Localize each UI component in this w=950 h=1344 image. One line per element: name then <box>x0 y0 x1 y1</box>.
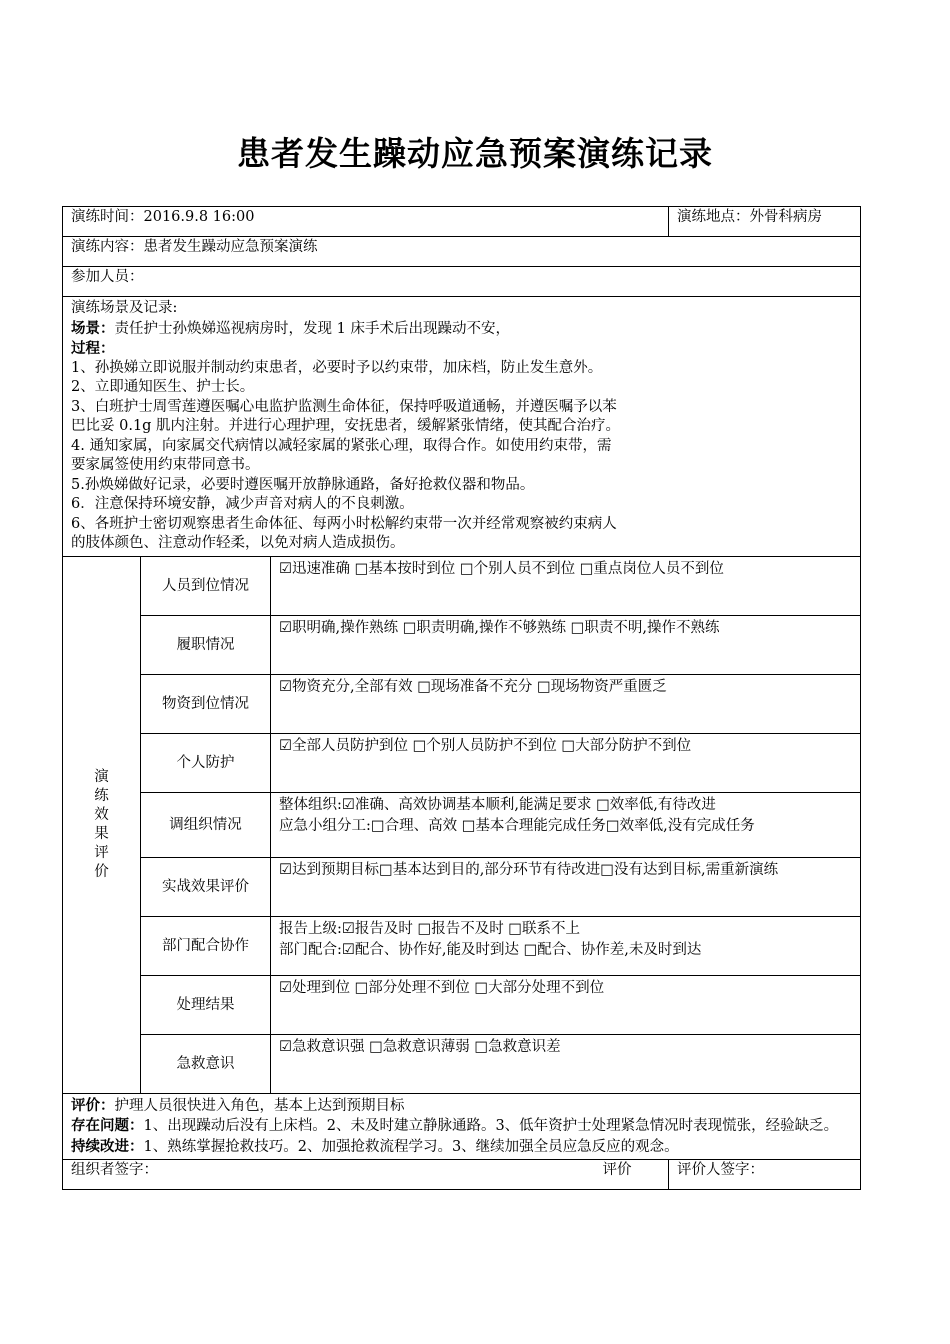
eval-option-line: 应急小组分工:□合理、高效 □基本合理能完成任务□效率低,没有完成任务 <box>279 817 755 834</box>
eval-option-line: ☑急救意识强 □急救意识薄弱 □急救意识差 <box>279 1038 561 1055</box>
eval-label-cell <box>589 1160 669 1190</box>
process-label: 过程： <box>71 340 115 357</box>
process-step: 3、白班护士周雪莲遵医嘱心电监护监测生命体征，保持呼吸道通畅，并遵医嘱予以苯 <box>71 398 617 415</box>
scene-text: 责任护士孙焕娣巡视病房时，发现 1 床手术后出现躁动不安， <box>114 320 510 337</box>
eval-row <box>63 733 861 792</box>
summary-improve-text: 1、熟练掌握抢救技巧。2、加强抢救流程学习。3、继续加强全员应急反应的观念。 <box>143 1138 679 1155</box>
scene-cell <box>63 297 861 557</box>
eval-item-name: 履职情况 <box>141 615 271 674</box>
row-summary <box>63 1093 861 1160</box>
eval-option-line: ☑迅速准确 □基本按时到位 □个别人员不到位 □重点岗位人员不到位 <box>279 560 724 577</box>
drill-location-label: 演练地点： <box>677 209 750 225</box>
participants-cell <box>63 267 861 297</box>
scene-heading: 演练场景及记录: <box>71 300 178 316</box>
eval-option-line: 整体组织:☑准确、高效协调基本顺利,能满足要求 □效率低,有待改进 <box>279 796 716 813</box>
evaluation-side-label <box>63 556 141 1093</box>
drill-content-label: 演练内容： <box>71 239 144 255</box>
eval-option-line: 报告上级:☑报告及时 □报告不及时 □联系不上 <box>279 920 581 937</box>
eval-row <box>63 916 861 975</box>
eval-item-options <box>271 733 861 792</box>
process-step: 巴比妥 0.1g 肌内注射。并进行心理护理，安抚患者，缓解紧张情绪，使其配合治疗。 <box>71 418 621 434</box>
eval-item-options <box>271 674 861 733</box>
drill-time-cell <box>63 207 669 237</box>
process-step: 要家属签使用约束带同意书。 <box>71 457 260 473</box>
eval-row <box>63 975 861 1034</box>
side-char: 价 <box>94 863 109 880</box>
drill-record-table <box>62 206 861 1190</box>
eval-option-line: ☑处理到位 □部分处理不到位 □大部分处理不到位 <box>279 979 605 996</box>
eval-row <box>63 792 861 857</box>
process-step: 1、孙换娣立即说服并制动约束患者，必要时予以约束带，加床档，防止发生意外。 <box>71 359 603 376</box>
summary-improvement <box>71 1137 852 1158</box>
eval-row <box>63 674 861 733</box>
summary-problems-text: 1、出现躁动后没有上床档。2、未及时建立静脉通路。3、低年资护士处理紧急情况时表现慌张，经验缺乏。 <box>143 1118 839 1134</box>
side-char: 评 <box>94 844 109 861</box>
eval-row <box>63 1034 861 1093</box>
footer-eval-label: 评价 <box>602 1162 632 1178</box>
eval-option-line: ☑全部人员防护到位 □个别人员防护不到位 □大部分防护不到位 <box>279 737 692 754</box>
eval-row <box>63 857 861 916</box>
side-char: 果 <box>94 825 109 842</box>
eval-item-options <box>271 556 861 615</box>
eval-item-name: 处理结果 <box>141 975 271 1034</box>
side-char: 演 <box>94 768 109 785</box>
row-scene <box>63 297 861 557</box>
drill-location-value: 外骨科病房 <box>749 209 822 225</box>
row-participants <box>63 267 861 297</box>
organizer-signature-label: 组织者签字： <box>71 1162 158 1178</box>
row-content <box>63 237 861 267</box>
drill-time-label: 演练时间： <box>71 209 144 225</box>
eval-item-name: 实战效果评价 <box>141 857 271 916</box>
process-step: 2、立即通知医生、护士长。 <box>71 379 255 395</box>
eval-option-line: ☑物资充分,全部有效 □现场准备不充分 □现场物资严重匮乏 <box>279 678 667 695</box>
summary-eval-text: 护理人员很快进入角色，基本上达到预期目标 <box>114 1097 405 1114</box>
summary-evaluation <box>71 1096 852 1117</box>
eval-item-options <box>271 792 861 857</box>
drill-content-value: 患者发生躁动应急预案演练 <box>143 239 318 255</box>
process-step: 6、各班护士密切观察患者生命体征、每两小时松解约束带一次并经常观察被约束病人 <box>71 515 617 532</box>
eval-item-name: 物资到位情况 <box>141 674 271 733</box>
eval-option-line: 部门配合:☑配合、协作好,能及时到达 □配合、协作差,未及时到达 <box>279 941 702 958</box>
side-char: 练 <box>94 787 109 804</box>
eval-item-name: 个人防护 <box>141 733 271 792</box>
eval-item-options <box>271 975 861 1034</box>
eval-option-line: ☑职明确,操作熟练 □职责明确,操作不够熟练 □职责不明,操作不熟练 <box>279 619 720 636</box>
summary-improve-label: 持续改进： <box>71 1137 144 1155</box>
scene-line <box>71 319 852 340</box>
summary-problems <box>71 1116 852 1137</box>
eval-item-options <box>271 1034 861 1093</box>
eval-item-options <box>271 615 861 674</box>
eval-option-line: ☑达到预期目标□基本达到目的,部分环节有待改进□没有达到目标,需重新演练 <box>279 861 779 878</box>
eval-item-options <box>271 916 861 975</box>
evaluator-signature-cell <box>669 1160 861 1190</box>
process-step: 4. 通知家属，向家属交代病情以减轻家属的紧张心理，取得合作。如使用约束带，需 <box>71 437 612 454</box>
page-title: 患者发生躁动应急预案演练记录 <box>237 134 713 173</box>
row-time-location <box>63 207 861 237</box>
process-step: 5.孙焕娣做好记录，必要时遵医嘱开放静脉通路，备好抢救仪器和物品。 <box>71 476 535 493</box>
drill-time-value: 2016.9.8 16:00 <box>143 209 255 225</box>
eval-item-name: 急救意识 <box>141 1034 271 1093</box>
eval-item-name: 部门配合协作 <box>141 916 271 975</box>
eval-item-name: 人员到位情况 <box>141 556 271 615</box>
row-signatures <box>63 1160 861 1190</box>
drill-content-cell <box>63 237 861 267</box>
organizer-signature-cell <box>63 1160 589 1190</box>
scene-label: 场景： <box>71 319 115 337</box>
eval-item-name: 调组织情况 <box>141 792 271 857</box>
process-step: 6．注意保持环境安静，减少声音对病人的不良刺激。 <box>71 496 414 512</box>
summary-eval-label: 评价： <box>71 1096 115 1114</box>
summary-cell <box>63 1093 861 1160</box>
process-step: 的肢体颜色、注意动作轻柔，以免对病人造成损伤。 <box>71 535 405 551</box>
eval-row <box>63 556 861 615</box>
participants-label: 参加人员： <box>71 269 144 285</box>
summary-problems-label: 存在问题： <box>71 1117 144 1134</box>
eval-item-options <box>271 857 861 916</box>
side-char: 效 <box>94 806 109 823</box>
eval-row <box>63 615 861 674</box>
evaluator-signature-label: 评价人签字： <box>677 1162 764 1178</box>
drill-location-cell <box>669 207 861 237</box>
